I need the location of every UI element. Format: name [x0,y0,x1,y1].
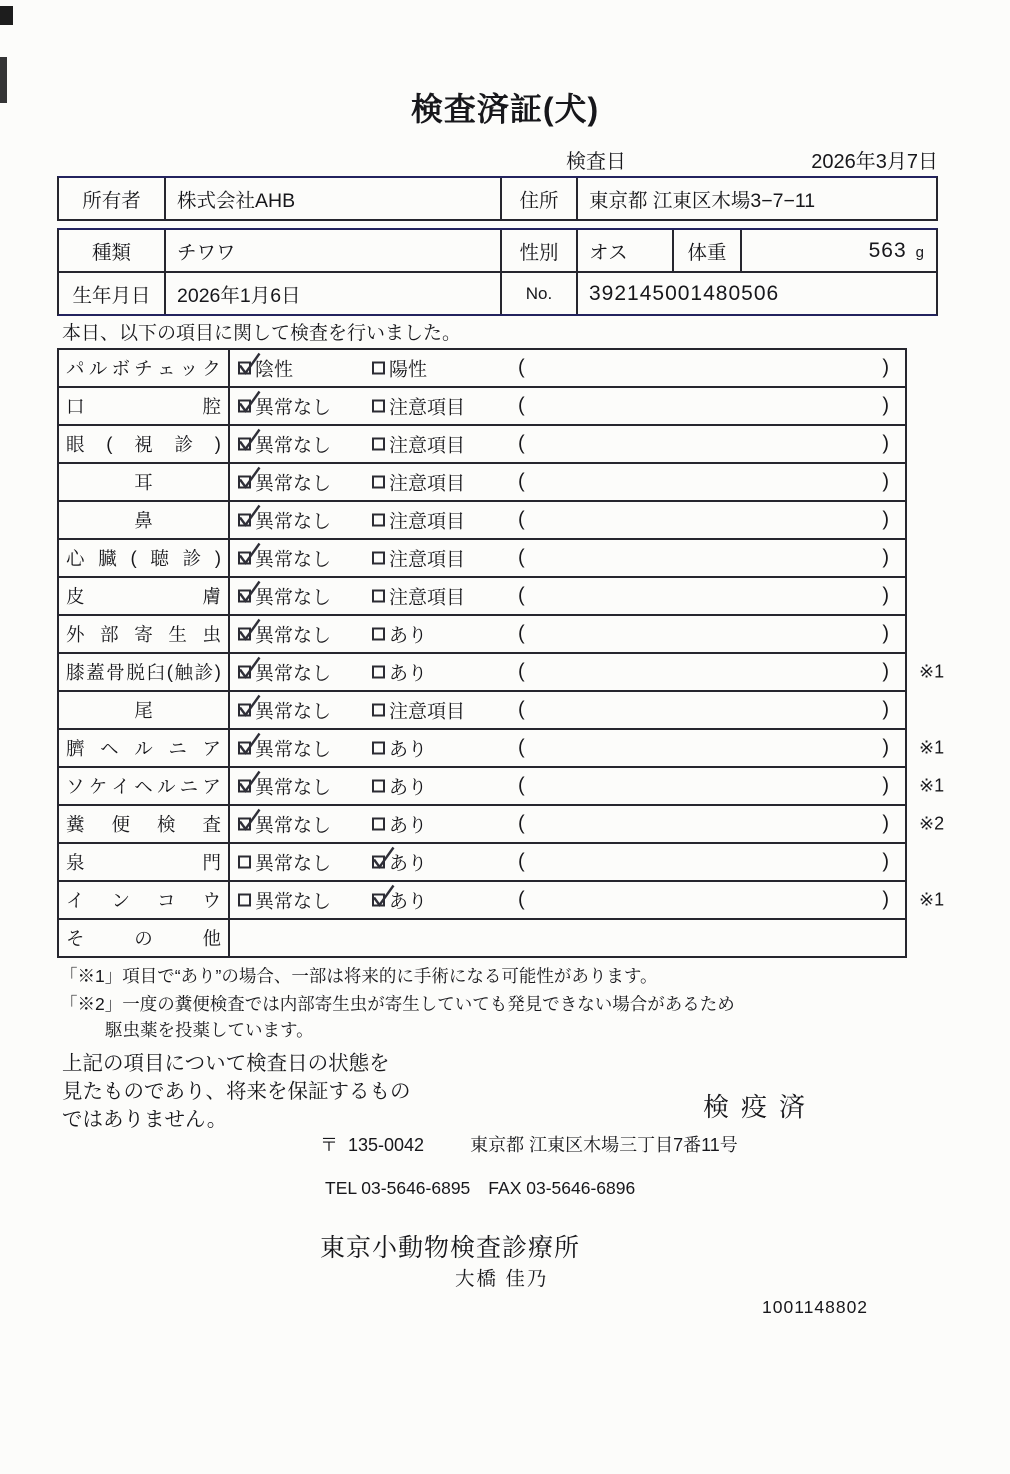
paren-open: ( [518,546,525,569]
option2-label: 注意項目 [389,397,466,419]
checkbox-icon [372,590,385,603]
item-result-cell [230,692,905,728]
option-1 [238,811,331,838]
checklist-row [59,500,905,538]
option-2 [372,545,465,572]
paren-close: ) [882,470,889,493]
option2-label: 陽性 [389,359,428,381]
checkbox-icon [238,856,251,869]
veterinarian-name: 大橋 佳乃 [455,1268,549,1290]
owner-table [57,176,938,221]
item-name: 外 部 寄 生 虫 [59,616,230,652]
item-result-cell [230,388,905,424]
checkbox-icon [372,514,385,527]
owner-row [59,178,936,219]
option2-label: 注意項目 [389,587,466,609]
option1-label: 異常なし [255,511,332,533]
option-1 [238,469,331,496]
paren-open: ( [518,698,525,721]
item-name: 眼 ( 視 診 ) [59,426,230,462]
item-result-cell [230,768,905,804]
sex-label: 性別 [502,230,578,271]
item-name: ソ ケ イ ヘ ル ニ ア [59,768,230,804]
option2-label: あり [389,625,428,647]
checkbox-icon [238,362,251,375]
paren-open: ( [518,584,525,607]
checkbox-icon [372,628,385,641]
paren-open: ( [518,774,525,797]
option-1 [238,583,331,610]
option-1 [238,545,331,572]
option-2 [372,583,465,610]
option-1 [238,355,293,382]
paren-close: ) [882,508,889,531]
option1-label: 異常なし [255,473,332,495]
footnote-ref: ※1 [919,889,945,910]
footnote-1: 「※1」項目で“あり”の場合、一部は将来的に手術になる可能性があります。 [60,966,658,986]
item-result-cell [230,464,905,500]
paren-close: ) [882,584,889,607]
checklist-row [59,652,945,690]
breed-value: チワワ [166,230,502,271]
disclaimer-line-2: 見たものであり、将来を保証するもの [62,1080,411,1103]
option1-label: 異常なし [255,587,332,609]
item-name: 口 腔 [59,388,230,424]
option-2 [372,621,427,648]
option-2 [372,469,465,496]
option2-label: 注意項目 [389,473,466,495]
item-result-cell [230,578,905,614]
item-result-cell [230,882,905,918]
paren-open: ( [518,888,525,911]
paren-open: ( [518,850,525,873]
owner-value: 株式会社AHB [166,178,502,219]
item-result-cell [230,502,905,538]
option-2 [372,735,427,762]
option1-label: 異常なし [255,739,332,761]
option1-label: 異常なし [255,701,332,723]
option-2 [372,773,427,800]
checkbox-icon [372,894,385,907]
checkbox-icon [238,818,251,831]
option1-label: 異常なし [255,625,332,647]
weight-unit: g [915,244,924,261]
paren-open: ( [518,508,525,531]
quarantine-stamp: 検疫済 [703,1092,818,1122]
option2-label: あり [389,739,428,761]
checkbox-icon [238,894,251,907]
checkbox-icon [372,666,385,679]
option-2 [372,431,465,458]
intro-statement: 本日、以下の項目に関して検査を行いました。 [62,323,462,344]
option2-label: 注意項目 [389,701,466,723]
clinic-tel-fax [325,1178,635,1199]
paren-open: ( [518,432,525,455]
option-2 [372,811,427,838]
paren-close: ) [882,356,889,379]
option-1 [238,507,331,534]
checkbox-icon [238,438,251,451]
paren-open: ( [518,394,525,417]
sex-value: オス [578,230,674,271]
checkbox-icon [372,742,385,755]
checklist-row [59,538,905,576]
checkbox-icon [372,438,385,451]
checkbox-icon [238,742,251,755]
birthdate-label: 生年月日 [59,273,166,314]
paren-close: ) [882,774,889,797]
option-1 [238,697,331,724]
option1-label: 異常なし [255,435,332,457]
checklist-row [59,766,945,804]
owner-label: 所有者 [59,178,166,219]
clinic-address: 東京都 江東区木場三丁目7番11号 [470,1135,738,1155]
checkbox-icon [238,400,251,413]
inspection-date-value: 2026年3月7日 [811,151,938,173]
checklist-row [59,386,905,424]
option-1 [238,735,331,762]
paren-close: ) [882,888,889,911]
item-result-cell [230,426,905,462]
checkbox-icon [238,704,251,717]
option2-label: 注意項目 [389,435,466,457]
number-value: 392145001480506 [589,281,780,305]
paren-open: ( [518,660,525,683]
paren-close: ) [882,850,889,873]
option-2 [372,659,427,686]
paren-open: ( [518,356,525,379]
option-1 [238,621,331,648]
option1-label: 異常なし [255,891,332,913]
checkbox-icon [372,704,385,717]
item-result-cell [230,844,905,880]
option-2 [372,355,427,382]
checklist-row [59,576,905,614]
checkbox-icon [372,818,385,831]
paren-close: ) [882,432,889,455]
option2-label: あり [389,777,428,799]
item-name: 糞 便 検 査 [59,806,230,842]
footnote-ref: ※1 [919,737,945,758]
paren-close: ) [882,812,889,835]
paren-open: ( [518,736,525,759]
address-value: 東京都 江東区木場3−7−11 [589,189,816,212]
paren-close: ) [882,546,889,569]
birthdate-value: 2026年1月6日 [166,273,502,314]
item-name: 尾 [59,692,230,728]
item-name: 耳 [59,464,230,500]
pet-info-table [57,228,938,316]
postal-mark: 〒 [320,1135,338,1155]
item-name: パ ル ボ チ ェ ッ ク [59,350,230,386]
clinic-name: 東京小動物検査診療所 [320,1234,581,1262]
checklist-row [59,690,905,728]
clinic-tel: TEL 03-5646-6895 [325,1178,471,1198]
footnote-ref: ※1 [919,775,945,796]
option-1 [238,773,331,800]
paren-open: ( [518,812,525,835]
number-label: No. [502,273,578,314]
option2-label: あり [389,853,428,875]
checklist-row [59,728,945,766]
breed-label: 種類 [59,230,166,271]
weight-label: 体重 [674,230,742,271]
option1-label: 異常なし [255,549,332,571]
checkbox-icon [372,856,385,869]
option1-label: 異常なし [255,853,332,875]
postal-code: 135-0042 [348,1135,425,1155]
item-result-cell [230,654,905,690]
footnote-ref: ※1 [919,661,945,682]
option2-label: あり [389,663,428,685]
checkbox-icon [238,514,251,527]
option-2 [372,507,465,534]
option2-label: 注意項目 [389,511,466,533]
checklist-row [59,350,905,386]
paren-close: ) [882,622,889,645]
checklist-table [57,348,945,958]
checklist-row [59,880,945,918]
option2-label: あり [389,815,428,837]
checkbox-icon [238,552,251,565]
item-result-cell [230,616,905,652]
checkbox-icon [238,476,251,489]
item-result-cell [230,920,905,956]
checklist-row [59,804,945,842]
item-result-cell [230,806,905,842]
option-2 [372,887,427,914]
option-2 [372,697,465,724]
item-result-cell [230,540,905,576]
pet-info-row-1 [59,230,936,271]
clinic-postal-address [320,1131,738,1157]
option1-label: 異常なし [255,777,332,799]
checkbox-icon [372,400,385,413]
scan-artifact-mark [0,6,13,25]
checkbox-icon [238,780,251,793]
option-1 [238,887,331,914]
option-1 [238,431,331,458]
weight-value [742,230,936,271]
disclaimer-line-3: ではありません。 [62,1108,228,1131]
item-result-cell [230,730,905,766]
weight-number: 563 [868,238,907,262]
item-name: 鼻 [59,502,230,538]
page-title: 検査済証(犬) [410,91,600,127]
checkbox-icon [372,476,385,489]
footnote-ref: ※2 [919,813,945,834]
option1-label: 陰性 [255,359,294,381]
checklist-row [59,918,905,956]
option1-label: 異常なし [255,397,332,419]
checklist-row [59,614,905,652]
clinic-fax: FAX 03-5646-6896 [488,1178,636,1198]
item-name: 心 臓 ( 聴 診 ) [59,540,230,576]
option-1 [238,849,331,876]
item-name: 泉 門 [59,844,230,880]
inspection-date-label: 検査日 [566,151,626,173]
item-name: イ ン コ ウ [59,882,230,918]
option-1 [238,659,331,686]
option2-label: 注意項目 [389,549,466,571]
option-1 [238,393,331,420]
checkbox-icon [372,552,385,565]
option2-label: あり [389,891,428,913]
item-name: 臍 ヘ ル ニ ア [59,730,230,766]
checklist-row [59,842,905,880]
option1-label: 異常なし [255,815,332,837]
item-name: そ の 他 [59,920,230,956]
option-2 [372,393,465,420]
serial-number: 1001148802 [762,1297,869,1317]
disclaimer-text [62,1050,411,1134]
paren-close: ) [882,736,889,759]
paren-close: ) [882,660,889,683]
option-2 [372,849,427,876]
option1-label: 異常なし [255,663,332,685]
item-result-cell [230,350,905,386]
checklist-row [59,462,905,500]
footnote-2-continued: 駆虫薬を投薬しています。 [105,1020,314,1040]
paren-open: ( [518,470,525,493]
checkbox-icon [238,590,251,603]
checkbox-icon [238,666,251,679]
pet-info-row-2 [59,271,936,314]
item-name: 皮 膚 [59,578,230,614]
disclaimer-line-1: 上記の項目について検査日の状態を [62,1052,390,1075]
checklist-row [59,424,905,462]
item-name: 膝 蓋 骨 脱 臼 ( 触 診 ) [59,654,230,690]
paren-open: ( [518,622,525,645]
checkbox-icon [238,628,251,641]
checkbox-icon [372,362,385,375]
address-label: 住所 [502,178,578,219]
checkbox-icon [372,780,385,793]
footnote-2: 「※2」一度の糞便検査では内部寄生虫が寄生していても発見できない場合があるため [60,994,735,1014]
paren-close: ) [882,698,889,721]
paren-close: ) [882,394,889,417]
